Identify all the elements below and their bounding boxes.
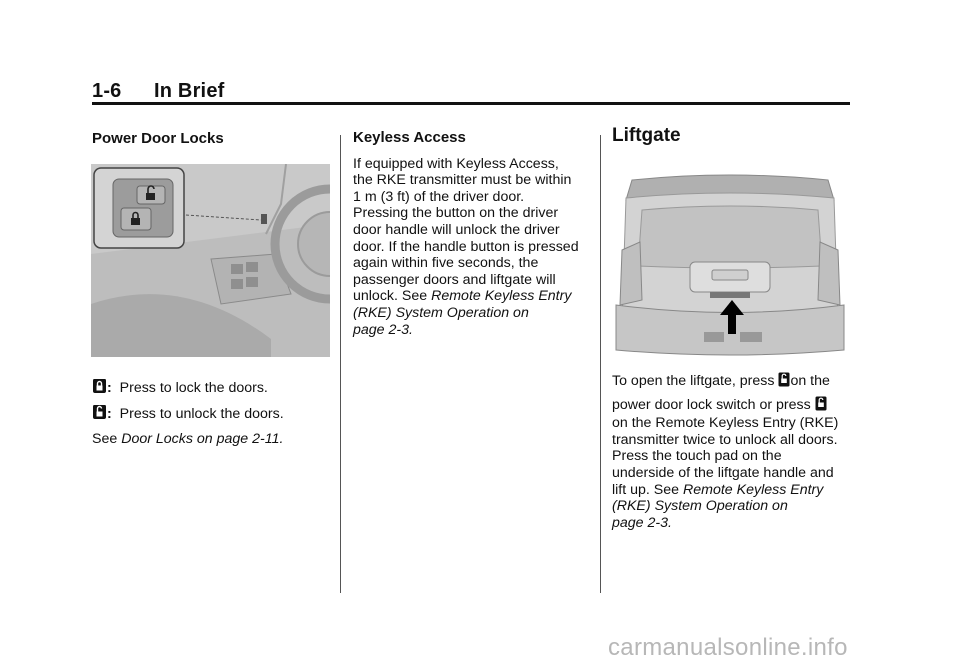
header-rule	[92, 102, 850, 105]
door-panel-illustration	[91, 164, 330, 357]
see-prefix: lift up. See	[612, 481, 680, 498]
lock-description: Press to lock the doors.	[119, 380, 268, 396]
body-line: Press the touch pad on the	[612, 448, 782, 465]
power-door-locks-heading: Power Door Locks	[92, 130, 224, 147]
body-line: transmitter twice to unlock all doors.	[612, 431, 838, 448]
body-line: door handle will unlock the driver	[353, 221, 560, 238]
lock-row	[92, 378, 337, 399]
body-line: underside of the liftgate handle and	[612, 464, 834, 481]
key-fob-icon	[815, 396, 827, 416]
body-line: on the Remote Keyless Entry (RKE)	[612, 415, 839, 432]
column-power-door-locks	[92, 131, 332, 148]
unlock-icon	[92, 404, 107, 425]
body-line: If equipped with Keyless Access,	[353, 155, 559, 172]
body-line: door. If the handle button is pressed	[353, 238, 579, 255]
door-locks-link[interactable]: Door Locks on page 2-11.	[121, 431, 284, 448]
column-divider-left	[340, 135, 341, 593]
body-line	[353, 305, 593, 322]
door-panel-drawing	[91, 164, 330, 357]
body-line: Pressing the button on the driver	[353, 205, 559, 222]
body-line	[353, 322, 593, 339]
body-line	[612, 515, 852, 532]
rke-link-line[interactable]: page 2-3.	[353, 321, 413, 338]
door-locks-reference	[92, 431, 337, 448]
keyless-access-body	[353, 156, 593, 339]
page-number: 1-6	[92, 80, 122, 102]
unlock-row	[92, 404, 337, 425]
body-line	[612, 372, 852, 392]
body-line	[612, 482, 852, 499]
lock-instructions	[92, 378, 337, 448]
column-liftgate	[612, 125, 852, 146]
lock-icon	[92, 378, 107, 399]
body-line: 1 m (3 ft) of the driver door.	[353, 188, 525, 205]
liftgate-drawing	[612, 170, 848, 357]
see-prefix: unlock. See	[353, 288, 428, 305]
rke-link-line[interactable]: page 2-3.	[612, 514, 672, 531]
body-line	[612, 396, 852, 416]
liftgate-body	[612, 372, 852, 531]
rke-link-line[interactable]: (RKE) System Operation on	[353, 304, 529, 321]
body-line: passenger doors and liftgate will	[353, 271, 556, 288]
see-prefix: See	[92, 431, 118, 448]
watermark: carmanualsonline.info	[608, 634, 848, 661]
unlock-separator: :	[107, 405, 112, 422]
body-text: To open the liftgate, press	[612, 373, 775, 389]
rke-link-line[interactable]: Remote Keyless Entry	[431, 288, 572, 305]
body-line	[612, 498, 852, 515]
body-text: on the	[790, 373, 830, 389]
liftgate-illustration	[612, 170, 848, 357]
body-line	[353, 288, 593, 305]
rke-link-line[interactable]: (RKE) System Operation on	[612, 498, 788, 515]
unlock-description: Press to unlock the doors.	[119, 405, 284, 422]
page-header	[92, 80, 850, 103]
column-keyless-access	[353, 130, 593, 338]
body-line: the RKE transmitter must be within	[353, 172, 572, 189]
column-divider-right	[600, 135, 601, 593]
lock-separator: :	[107, 380, 112, 396]
section-title: In Brief	[154, 80, 225, 102]
keyless-access-heading: Keyless Access	[353, 129, 466, 146]
body-text: power door lock switch or press	[612, 396, 811, 413]
rke-link-line[interactable]: Remote Keyless Entry	[683, 481, 824, 498]
liftgate-heading: Liftgate	[612, 125, 681, 146]
body-line: again within five seconds, the	[353, 255, 539, 272]
key-fob-icon	[778, 372, 790, 392]
